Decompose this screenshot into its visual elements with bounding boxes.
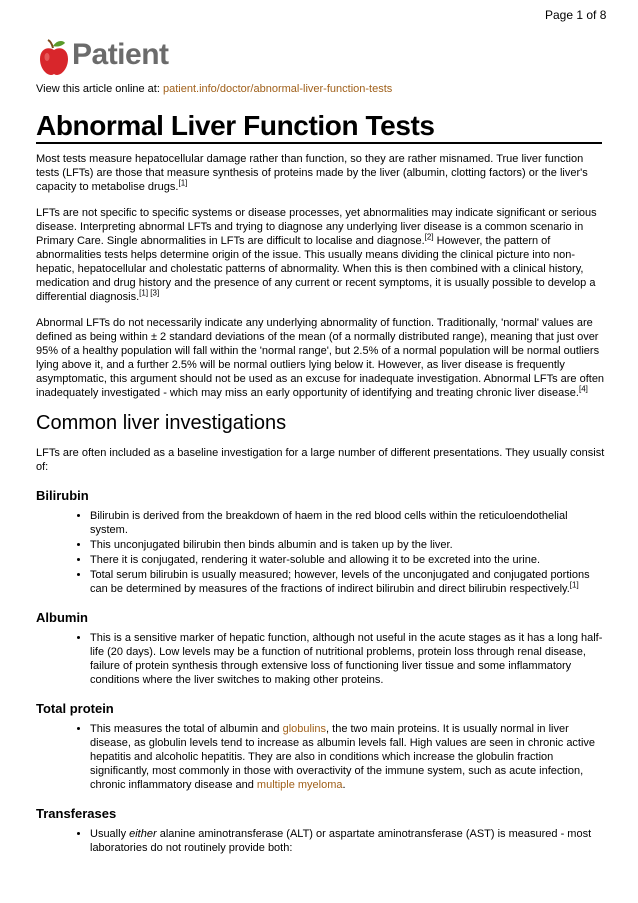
list-item bbox=[90, 568, 608, 596]
intro-p1-text: Most tests measure hepatocellular damage rather than function, so they are rather misnamed. True liver function tests (LFTs) are those that measure synthesis of proteins made by the liver (albumin, clotting factors) or the liver's capacity to metabolise drugs. bbox=[36, 153, 588, 193]
tp-text-a: This measures the total of albumin and bbox=[90, 723, 283, 735]
albumin-list bbox=[36, 631, 608, 687]
tr-text-a: Usually bbox=[90, 828, 130, 840]
intro-p2a-text: LFTs are not specific to specific systems or disease processes, yet abnormalities may indicate significant or serious disease. Interpreting abnormal LFTs and trying to diagnose any underlying liver disease is a common scenario in Primary Care. Single abnormalities in LFTs are difficult to localise and diagnose. bbox=[36, 207, 597, 247]
online-notice bbox=[36, 83, 392, 95]
intro-paragraph-3 bbox=[36, 316, 608, 400]
tp-text-c: . bbox=[342, 779, 346, 791]
list-item bbox=[90, 722, 608, 792]
list-item: • This is a sensitive marker of hepatic function, although not useful in the acute stages as it has a long half-life (20 days). Low levels may be a function of nutritional problems, protein loss through renal disease, failure of protein synthesis through extensive loss of functioning liver tissue and some inflammatory conditions where the liver switches to making other proteins. bbox=[90, 631, 608, 687]
tp-text-b: , the two main proteins. It is usually normal in liver disease, as globulin levels tend to increase as albumin levels fall. High values are seen in chronic active hepatitis and alcoholic hepatitis. They are also in conditions which increase the globulin fraction significantly, most commonly in those with overactivity of the immune system, such as acute infection, chronic inflammatory disease and bbox=[90, 723, 596, 791]
article-body bbox=[36, 152, 608, 856]
total-protein-list bbox=[36, 722, 608, 792]
page-title: Abnormal Liver Function Tests bbox=[36, 110, 602, 144]
list-item: • There it is conjugated, rendering it water-soluble and allowing it to be excreted into the urine. bbox=[90, 553, 608, 567]
reference-marker[interactable]: [4] bbox=[578, 384, 588, 394]
reference-marker[interactable]: [1] bbox=[569, 580, 579, 590]
article-url-link[interactable]: patient.info/doctor/abnormal-liver-function-tests bbox=[162, 83, 393, 95]
reference-marker[interactable]: [1] [3] bbox=[139, 288, 160, 298]
globulins-link[interactable]: globulins bbox=[282, 723, 327, 735]
apple-icon bbox=[38, 38, 70, 76]
intro-paragraph-1 bbox=[36, 152, 608, 194]
bilirubin-heading: Bilirubin bbox=[36, 488, 89, 503]
total-protein-heading: Total protein bbox=[36, 701, 114, 716]
bilirubin-list bbox=[36, 509, 608, 596]
bilirubin-last-text: Total serum bilirubin is usually measured; however, levels of the unconjugated and conjugated portions can be determined by measures of the fractions of indirect bilirubin and direct bilirubin respectively. bbox=[90, 569, 590, 595]
tr-text-b: alanine aminotransferase (ALT) or aspartate aminotransferase (AST) is measured - most laboratories do not routinely provide both: bbox=[90, 828, 592, 854]
transferases-heading: Transferases bbox=[36, 806, 117, 821]
reference-marker[interactable]: [2] bbox=[424, 232, 434, 242]
intro-p3-text: Abnormal LFTs do not necessarily indicate any underlying abnormality of function. Traditionally, 'normal' values are defined as being within ± 2 standard deviations of the mean (of a normally distributed range), meaning that just over 95% of a healthy population will fall within the 'normal range', but 2.5% of a normal population will be normal outliers lying above it, and a further 2.5% will be normal outliers lying below it. However, as liver disease is frequently asymptomatic, this argument should not be used as an excuse for inadequate investigation. Abnormal LFTs are often inadequately investigated - which may miss an early opportunity of identifying and treating chronic liver disease. bbox=[36, 317, 605, 399]
intro-paragraph-2 bbox=[36, 206, 608, 304]
list-item: • This unconjugated bilirubin then binds albumin and is taken up by the liver. bbox=[90, 538, 608, 552]
list-item: • Bilirubin is derived from the breakdown of haem in the red blood cells within the reticuloendothelial system. bbox=[90, 509, 608, 537]
online-prefix: View this article online at: bbox=[36, 83, 163, 95]
multiple-myeloma-link[interactable]: multiple myeloma bbox=[256, 779, 343, 791]
reference-marker[interactable]: [1] bbox=[178, 178, 188, 188]
transferases-list bbox=[36, 827, 608, 855]
albumin-heading: Albumin bbox=[36, 610, 88, 625]
tr-emphasis: either bbox=[129, 828, 157, 840]
list-item bbox=[90, 827, 608, 855]
intro-p2b-text: However, the pattern of abnormalities tests helps determine origin of the issue. This usually means dividing the clinical picture into non-hepatic, hepatocellular and cholestatic patterns of abnormality. When this is then combined with a clinical history, medication and drug history and the presence of any current or recent symptoms, it is usually possible to develop a differential diagnosis. bbox=[36, 235, 596, 303]
page-number: Page 1 of 8 bbox=[545, 8, 607, 22]
section-intro: LFTs are often included as a baseline investigation for a large number of different presentations. They usually consist of: bbox=[36, 447, 605, 473]
patient-logo[interactable] bbox=[38, 38, 178, 78]
section-heading: Common liver investigations bbox=[36, 412, 287, 434]
brand-name: Patient bbox=[72, 38, 169, 71]
